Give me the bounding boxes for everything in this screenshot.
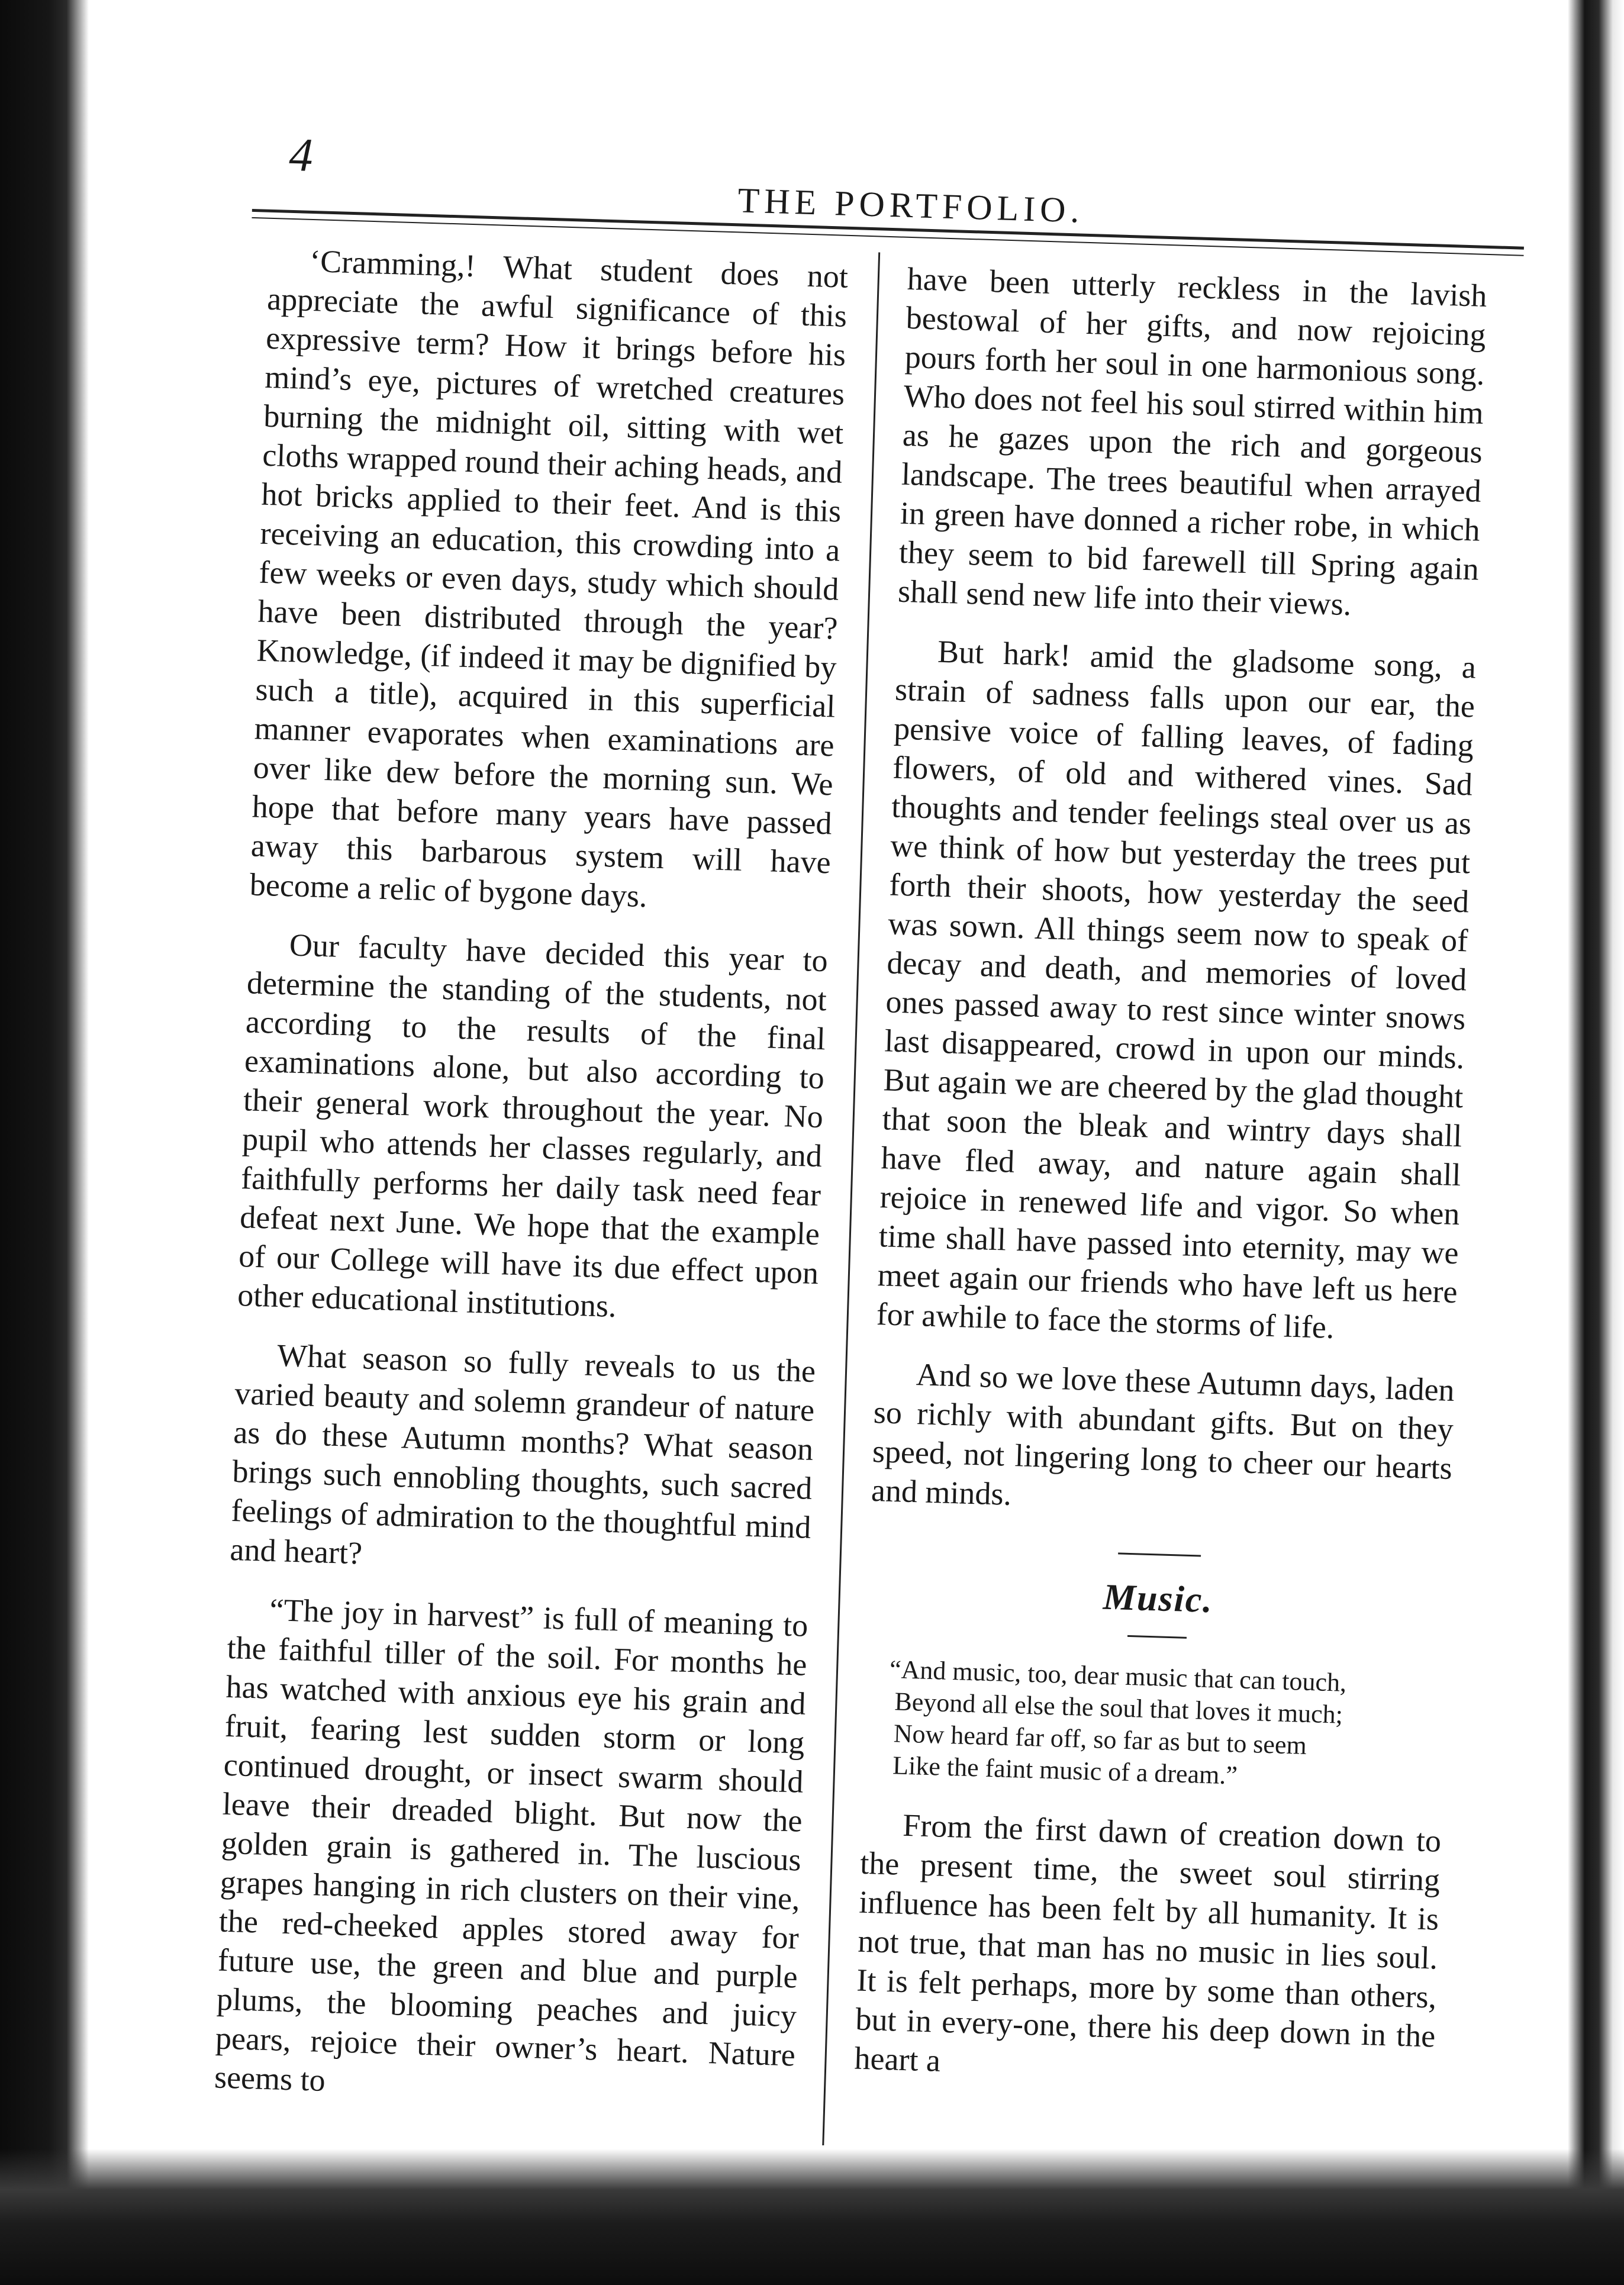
page bbox=[195, 127, 1527, 2188]
paragraph-autumn-days: And so we love these Autumn days, laden so richly with abundant gifts. But on they speed, not lingering long to cheer our hearts and minds. bbox=[871, 1356, 1455, 1512]
paragraph-faculty: Our faculty have decided this year to determine the standing of the students, not according to the results of the final examinations alone, but also according to their general work throughout the year. No pupil who attends her classes regularly, and faithfully performs her daily task need fear defeat next June. We hope that the example of our College will have its due effect upon other educational institutions. bbox=[237, 927, 829, 1324]
paragraph-lavish-bestowal: have been utterly reckless in the lavish bestowal of her gifts, and now rejoicing pours forth her soul in one harmonious song. Who does not feel his soul stirred within him as he gazes upon the rich and gorgeous landscape. The trees beautiful when arrayed in green have donned a richer robe, in which they seem to bid farewell till Spring again shall send new life into their views. bbox=[897, 260, 1488, 623]
scan-edge-right bbox=[1568, 0, 1624, 2285]
epigraph-line: Now heard far off, so far as but to seem bbox=[893, 1719, 1307, 1760]
heading-underline-rule bbox=[1127, 1635, 1187, 1639]
music-section-heading: Music. bbox=[1102, 1577, 1214, 1621]
running-title: THE PORTFOLIO. bbox=[737, 181, 1085, 230]
epigraph-line: Like the faint music of a dream.” bbox=[892, 1751, 1238, 1790]
scan-edge-left bbox=[0, 0, 89, 2285]
paragraph-cramming: ‘Cramming,! What student does not appreciate the awful significance of this expressive term? How it brings before his mind’s eye, pictures of wretched creatures burning the midnight oil, sitting with wet cloths wrapped round their aching heads, and hot bricks applied to their feet. And is this receiving an education, this crowding into a few weeks or even days, study which should have been distributed through the year? Knowledge, (if indeed it may be dignified by such a title), acquired in this superficial manner evaporates when examinations are over like dew before the morning sun. We hope that before many years have passed away this barbarous system will have become a relic of bygone days. bbox=[249, 243, 849, 914]
music-epigraph bbox=[887, 1654, 1435, 1797]
epigraph-line: Beyond all else the soul that loves it much; bbox=[894, 1687, 1343, 1729]
paragraph-music-dawn: From the first dawn of creation down to the present time, the sweet soul stirring influence has been felt by all humanity. It is not true, that man has no music in lies soul. It is felt perhaps, more by some than others, but in every-one, there his deep down in the heart a bbox=[853, 1807, 1442, 2078]
paragraph-joy-in-harvest: “The joy in harvest” is full of meaning to the faithful tiller of the soil. For months he has watched with anxious eye his grain and fruit, fearing lest sudden storm or long continued drought, or insect swarm should leave their dreaded blight. But now the golden grain is gathered in. The luscious grapes hanging in rich clusters on their vine, the red-cheeked apples stored away for future use, the green and blue and purple plums, the blooming peaches and juicy pears, rejoice their owner’s heart. Nature seems to bbox=[214, 1591, 809, 2098]
epigraph-line: “And music, too, dear music that can touch, bbox=[889, 1654, 1347, 1697]
paragraph-but-hark: But hark! amid the gladsome song, a strain of sadness falls upon our ear, the pensive voice of falling leaves, of fading flowers, of old and withered vines. Sad thoughts and tender feelings steal over us as we think of how but yesterday the trees put forth their shoots, how yesterday the seed was sown. All things seem now to speak of decay and death, and memories of loved ones passed away to rest since winter snows last disappeared, crowd in upon our minds. But again we are cheered by the glad thought that soon the bleak and wintry days shall have fled away, and nature again shall rejoice in renewed life and vigor. So when time shall have passed into eternity, may we meet again our friends who have left us here for awhile to face the storms of life. bbox=[876, 633, 1477, 1346]
section-divider bbox=[1118, 1552, 1201, 1556]
left-column bbox=[213, 240, 849, 2134]
page-number: 4 bbox=[288, 128, 314, 182]
paragraph-autumn-season: What season so fully reveals to us the varied beauty and solemn grandeur of nature as do these Autumn months? What season brings such ennobling thoughts, such sacred feelings of admiration to the thoughtful mind and heart? bbox=[229, 1338, 816, 1571]
right-column bbox=[853, 259, 1488, 2115]
